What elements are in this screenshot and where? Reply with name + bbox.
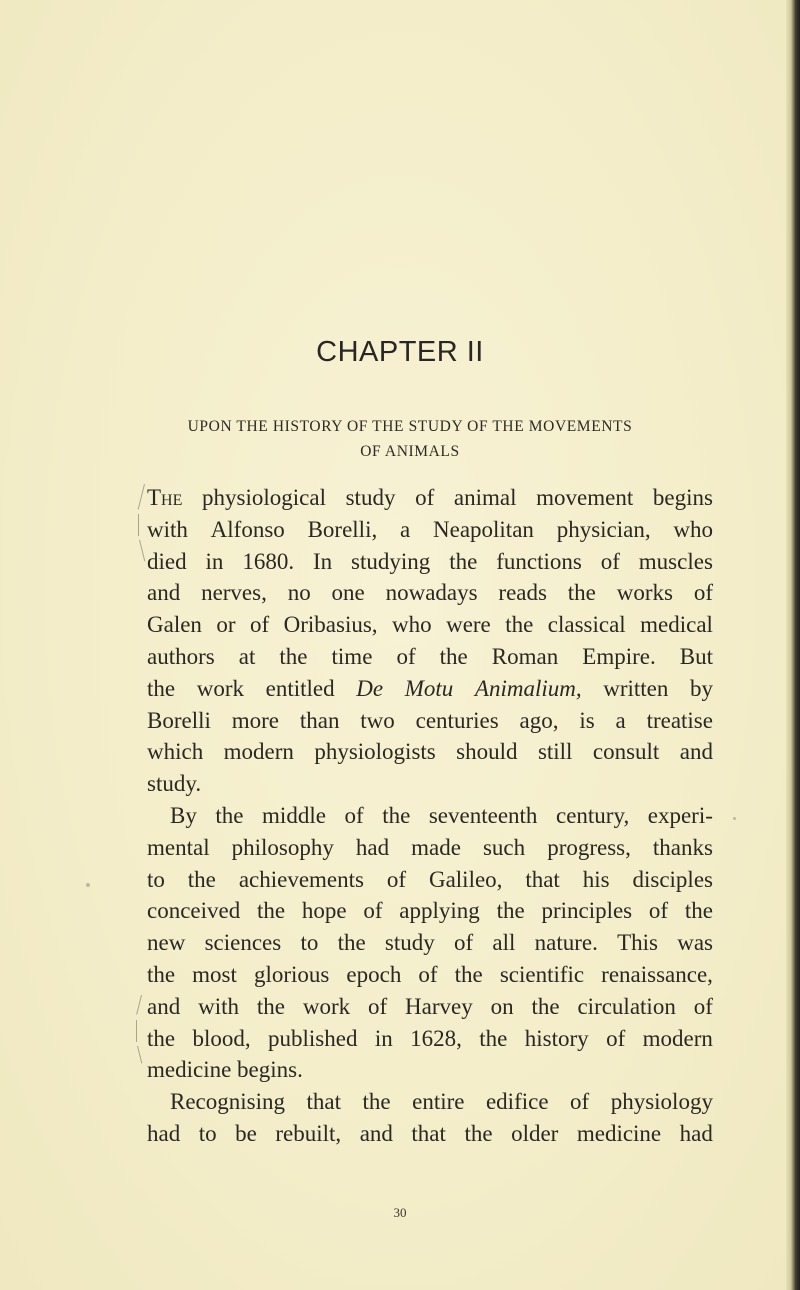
body-line — [147, 832, 713, 864]
body-word: consult — [592, 739, 660, 765]
margin-pencil-mark — [138, 484, 145, 510]
body-word: that — [525, 866, 560, 892]
body-line — [147, 514, 713, 546]
body-word: circulation — [577, 993, 676, 1019]
body-line — [147, 1054, 713, 1086]
body-word: principles — [541, 898, 633, 924]
body-word: on — [490, 993, 514, 1019]
body-word: or — [216, 612, 236, 638]
body-word: the — [147, 1025, 176, 1051]
body-word: two — [360, 707, 395, 733]
body-word: conceived — [147, 898, 241, 924]
body-word: had — [147, 1120, 181, 1146]
body-word: the — [362, 1089, 391, 1115]
page-number: 30 — [393, 1205, 407, 1220]
body-word: his — [582, 866, 610, 892]
body-word: authors — [147, 643, 215, 669]
body-word: the — [479, 1025, 508, 1051]
body-line — [147, 959, 713, 991]
body-word: of — [606, 1025, 626, 1051]
body-word: to — [147, 866, 165, 892]
body-word: nature. — [534, 930, 598, 956]
body-word: treatise — [646, 707, 713, 733]
body-word: than — [299, 707, 340, 733]
body-word: Harvey — [405, 993, 473, 1019]
body-line — [147, 927, 713, 959]
body-word: Borelli, — [307, 516, 378, 542]
body-word: modern — [223, 739, 294, 765]
body-word: history — [524, 1025, 589, 1051]
body-word: died — [147, 548, 187, 574]
body-line — [147, 577, 713, 609]
body-word: the — [187, 866, 216, 892]
margin-pencil-mark — [139, 540, 145, 562]
body-word: Borelli — [147, 707, 211, 733]
body-word: works — [616, 580, 673, 606]
body-word: which — [147, 739, 204, 765]
body-word: centuries — [415, 707, 499, 733]
body-word: older — [511, 1120, 559, 1146]
body-word: published — [268, 1025, 358, 1051]
body-word: of — [368, 993, 388, 1019]
body-word: medical — [640, 612, 713, 638]
body-line — [147, 768, 713, 800]
margin-pencil-mark — [136, 1020, 137, 1042]
body-word: achievements — [238, 866, 364, 892]
body-word: 1680. — [242, 548, 295, 574]
body-word: most — [192, 961, 237, 987]
body-word: of — [600, 548, 620, 574]
body-word: functions — [496, 548, 582, 574]
body-line — [147, 864, 713, 896]
body-word: rebuilt, — [275, 1120, 342, 1146]
body-word: that — [306, 1089, 341, 1115]
body-word: But — [679, 643, 713, 669]
body-word: new — [147, 930, 186, 956]
body-word: century, — [555, 802, 630, 828]
body-word: all — [492, 930, 516, 956]
body-word: of — [396, 643, 416, 669]
body-word: the — [464, 1120, 493, 1146]
body-word: and — [147, 580, 181, 606]
chapter-subtitle-line-2: OF ANIMALS — [360, 443, 460, 460]
body-word: the — [505, 612, 534, 638]
page-edge-shadow — [786, 0, 800, 1290]
body-line — [147, 800, 713, 832]
body-word: written — [603, 675, 669, 701]
italic-word: De — [356, 675, 384, 701]
body-word: the — [567, 580, 596, 606]
body-word: of — [570, 1089, 590, 1115]
body-word: the — [147, 675, 176, 701]
body-word: still — [537, 739, 573, 765]
body-word: of — [693, 580, 713, 606]
body-word: a — [615, 707, 626, 733]
body-word: be — [235, 1120, 257, 1146]
body-word: sciences — [204, 930, 282, 956]
body-word: of — [693, 993, 713, 1019]
body-word: glorious — [253, 961, 330, 987]
body-word: hope — [301, 898, 347, 924]
body-word: animal — [453, 485, 517, 510]
body-word: ago, — [519, 707, 559, 733]
body-word: made — [411, 834, 461, 860]
body-word: Roman — [491, 643, 559, 669]
body-word: Empire. — [582, 643, 656, 669]
body-word: experi- — [647, 802, 713, 828]
paper-speck — [86, 883, 90, 887]
body-word: Oribasius, — [283, 612, 378, 638]
body-word: 1628, — [410, 1025, 462, 1051]
body-word: work — [196, 675, 245, 701]
body-word: blood, — [192, 1025, 251, 1051]
chapter-subtitle — [150, 414, 670, 464]
body-word: begins — [652, 485, 713, 510]
body-word: of — [250, 612, 270, 638]
body-word: reads — [498, 580, 547, 606]
body-word: nowadays — [385, 580, 478, 606]
body-word: physiologists — [314, 739, 436, 765]
body-word: edifice — [485, 1089, 549, 1115]
body-word: the — [257, 898, 286, 924]
body-word: Alfonso — [210, 516, 285, 542]
body-line — [147, 1023, 713, 1055]
body-word: the — [382, 802, 411, 828]
body-line — [147, 895, 713, 927]
body-word: entire — [412, 1089, 465, 1115]
body-word: the — [337, 930, 366, 956]
body-line-text: medicine begins. — [147, 1057, 303, 1083]
body-word: philosophy — [231, 834, 334, 860]
body-word: the — [454, 961, 483, 987]
body-word: of — [386, 866, 407, 892]
body-line — [147, 641, 713, 673]
body-word: in — [205, 548, 224, 574]
body-word: with — [147, 516, 188, 542]
body-word: in — [374, 1025, 393, 1051]
body-word: Neapolitan — [433, 516, 534, 542]
body-word: epoch — [346, 961, 402, 987]
body-word: and — [359, 1120, 393, 1146]
body-word: that — [411, 1120, 446, 1146]
body-word: thanks — [652, 834, 713, 860]
margin-pencil-mark — [137, 1046, 143, 1064]
body-word: should — [456, 739, 518, 765]
body-word: was — [677, 930, 713, 956]
body-line-text: study. — [147, 771, 202, 797]
body-line — [147, 991, 713, 1023]
body-word: the — [279, 643, 308, 669]
body-word: of — [648, 898, 669, 924]
body-word: at — [238, 643, 256, 669]
body-word: applying — [399, 898, 480, 924]
body-word: who — [673, 516, 713, 542]
body-word: of — [453, 930, 474, 956]
body-word: had — [355, 834, 390, 860]
body-line — [147, 1086, 713, 1118]
body-word: to — [198, 1120, 217, 1146]
italic-word: Animalium, — [474, 675, 582, 701]
body-word: such — [482, 834, 526, 860]
body-word: who — [392, 612, 432, 638]
body-line — [147, 673, 713, 705]
body-word: time — [331, 643, 373, 669]
body-word: by — [690, 675, 713, 701]
body-word: had — [679, 1120, 713, 1146]
body-word: nerves, — [201, 580, 267, 606]
body-word: By — [170, 802, 197, 828]
body-word: entitled — [265, 675, 335, 701]
body-line — [147, 736, 713, 768]
body-line — [147, 705, 713, 737]
body-word: no — [287, 580, 311, 606]
body-word: modern — [642, 1025, 713, 1051]
body-word: work — [302, 993, 351, 1019]
chapter-title: CHAPTER II — [316, 336, 484, 368]
body-word: were — [446, 612, 491, 638]
body-word: The — [147, 485, 183, 510]
body-word: and — [147, 993, 181, 1019]
body-word: middle — [262, 802, 326, 828]
italic-word: Motu — [404, 675, 454, 701]
body-word: classical — [547, 612, 626, 638]
body-word: study — [345, 485, 396, 510]
body-word: studying — [351, 548, 431, 574]
margin-pencil-mark — [136, 995, 142, 1015]
body-word: to — [300, 930, 319, 956]
body-word: of — [418, 961, 438, 987]
body-text — [147, 482, 713, 1150]
body-word: renaissance, — [601, 961, 713, 987]
body-word: disciples — [632, 866, 713, 892]
body-word: of — [363, 898, 383, 924]
body-word: a — [400, 516, 411, 542]
body-word: physician, — [556, 516, 651, 542]
body-word: Galen — [147, 612, 202, 638]
body-word: muscles — [638, 548, 713, 574]
body-word: mental — [147, 834, 210, 860]
body-word: of — [344, 802, 364, 828]
paper-speck — [733, 817, 736, 820]
body-word: is — [579, 707, 595, 733]
body-word: more — [231, 707, 279, 733]
body-line — [147, 482, 713, 514]
body-word: movement — [536, 485, 634, 510]
body-word: study — [384, 930, 435, 956]
body-word: of — [415, 485, 435, 510]
body-word: one — [331, 580, 365, 606]
body-word: physiological — [202, 485, 326, 510]
body-word: the — [439, 643, 468, 669]
body-word: and — [679, 739, 713, 765]
body-word: This — [617, 930, 658, 956]
margin-pencil-mark — [138, 514, 139, 536]
body-word: Galileo, — [428, 866, 503, 892]
body-word: the — [215, 802, 244, 828]
body-word: the — [256, 993, 285, 1019]
body-word: the — [684, 898, 713, 924]
body-word: physiology — [610, 1089, 713, 1115]
body-word: the — [449, 548, 478, 574]
body-word: with — [198, 993, 239, 1019]
body-word: the — [496, 898, 525, 924]
body-word: seventeenth — [428, 802, 538, 828]
body-word: medicine — [576, 1120, 662, 1146]
body-word: scientific — [499, 961, 585, 987]
body-word: Recognising — [170, 1089, 285, 1115]
body-word: the — [147, 961, 176, 987]
body-word: the — [531, 993, 560, 1019]
body-word: In — [312, 548, 333, 574]
chapter-subtitle-line-1: UPON THE HISTORY OF THE STUDY OF THE MOVEMENTS — [187, 418, 633, 435]
body-line — [147, 609, 713, 641]
body-line — [147, 1118, 713, 1150]
body-line — [147, 546, 713, 578]
body-word: progress, — [547, 834, 631, 860]
